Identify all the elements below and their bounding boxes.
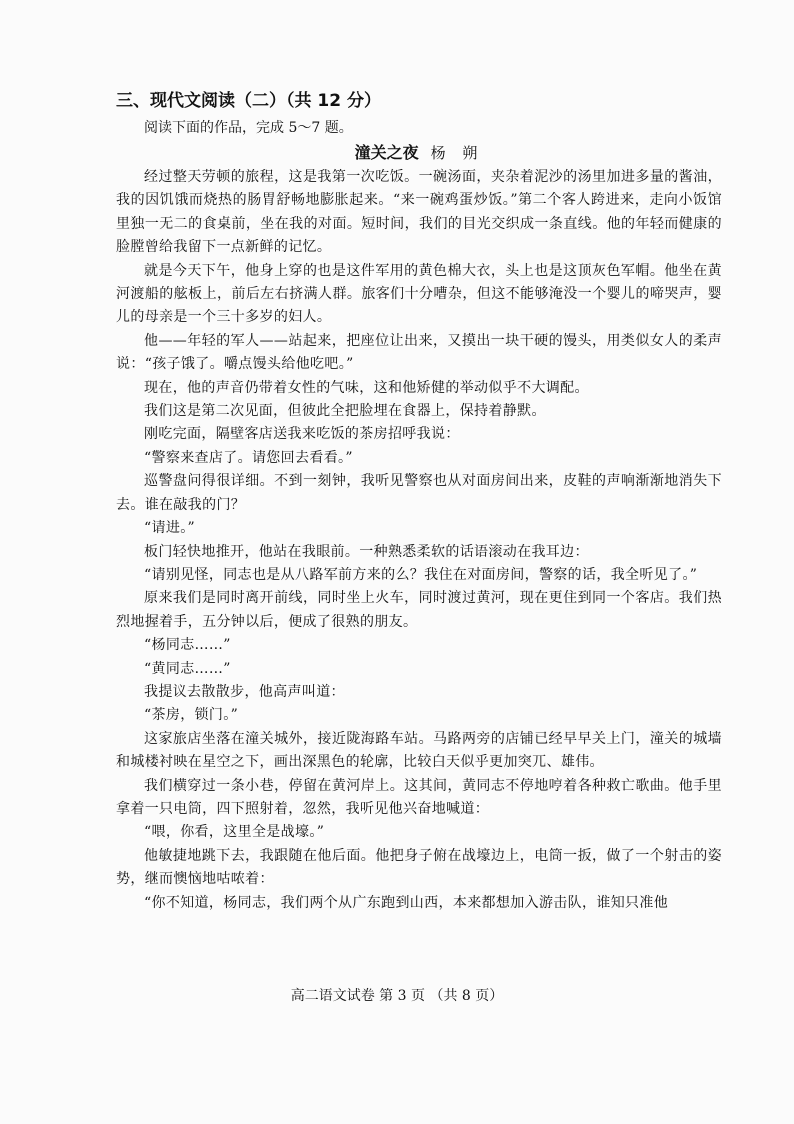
paragraph: 我们横穿过一条小巷，停留在黄河岸上。这其间，黄同志不停地哼着各种救亡歌曲。他手里拿着一只电筒，四下照射着，忽然，我听见他兴奋地喊道：: [116, 777, 722, 817]
paragraph: 我们这是第二次见面，但彼此全把脸埋在食器上，保持着静默。: [144, 403, 546, 420]
section-heading: 三、现代文阅读（二）（共 12 分）: [116, 91, 381, 111]
paragraph: “喂，你看，这里全是战壕。”: [144, 824, 325, 841]
paragraph: 巡警盘问得很详细。不到一刻钟，我听见警察也从对面房间出来，皮鞋的声响渐渐地消失下去。谁在敲我的门？: [116, 473, 722, 513]
paragraph: 就是今天下午，他身上穿的也是这件军用的黄色棉大衣，头上也是这顶灰色军帽。他坐在黄河渡船的舷板上，前后左右挤满人群。旅客们十分嘈杂，但这不能够淹没一个婴儿的啼哭声，婴儿的母亲是一个三十多岁的妇人。: [116, 262, 722, 326]
paragraph: “你不知道，杨同志，我们两个从广东跑到山西，本来都想加入游击队，谁知只准他: [144, 894, 669, 911]
paragraph: 我提议去散散步，他高声叫道：: [144, 683, 345, 700]
paragraph: 经过整天劳顿的旅程，这是我第一次吃饭。一碗汤面，夹杂着泥沙的汤里加进多量的酱油，我的因饥饿而烧热的肠胃舒畅地膨胀起来。“来一碗鸡蛋炒饭。”第二个客人跨进来，走向小饭馆里独一无二的食桌前，坐在我的对面。短时间，我们的目光交织成一条直线。他的年轻而健康的脸膛曾给我留下一点新鲜的记忆。: [116, 169, 722, 256]
instruction-text: 阅读下面的作品，完成 5～7 题。: [144, 120, 353, 136]
paragraph: “请进。”: [144, 520, 196, 537]
paragraph: 现在，他的声音仍带着女性的气味，这和他矫健的举动似乎不大调配。: [144, 379, 589, 396]
paragraph: “黄同志……”: [144, 660, 231, 677]
page-content: [116, 88, 722, 915]
paragraph: 板门轻快地推开，他站在我眼前。一种熟悉柔软的话语滚动在我耳边：: [144, 543, 589, 560]
paragraph: “请别见怪，同志也是从八路军前方来的么？我住在对面房间，警察的话，我全听见了。”: [144, 566, 698, 583]
article-body: [116, 166, 722, 915]
article-author: 杨 朔: [430, 144, 484, 162]
paragraph: 他敏捷地跳下去，我跟随在他后面。他把身子俯在战壕边上，电筒一扳，做了一个射击的姿势，继而懊恼地咕哝着：: [116, 847, 722, 888]
page-footer: 高二语文试卷 第 3 页 （共 8 页）: [290, 988, 504, 1004]
article-title-line: [116, 140, 722, 166]
article-title: 潼关之夜: [354, 143, 419, 162]
paragraph: “茶房，锁门。”: [144, 707, 239, 724]
paragraph: “警察来查店了。请您回去看看。”: [144, 449, 353, 466]
paragraph: 这家旅店坐落在潼关城外，接近陇海路车站。马路两旁的店铺已经早早关上门，潼关的城墙和城楼衬映在星空之下，画出深黑色的轮廓，比较白天似乎更加突兀、雄伟。: [116, 730, 722, 771]
paragraph: “杨同志……”: [144, 637, 231, 654]
paragraph: 他——年轻的军人——站起来，把座位让出来，又摸出一块干硬的馒头，用类似女人的柔声说：“孩子饿了。嚼点馒头给他吃吧。”: [116, 332, 722, 373]
paragraph: 原来我们是同时离开前线，同时坐上火车，同时渡过黄河，现在更住到同一个客店。我们热烈地握着手，五分钟以后，便成了很熟的朋友。: [116, 590, 722, 630]
paragraph: 刚吃完面，隔壁客店送我来吃饭的茶房招呼我说：: [144, 426, 460, 443]
